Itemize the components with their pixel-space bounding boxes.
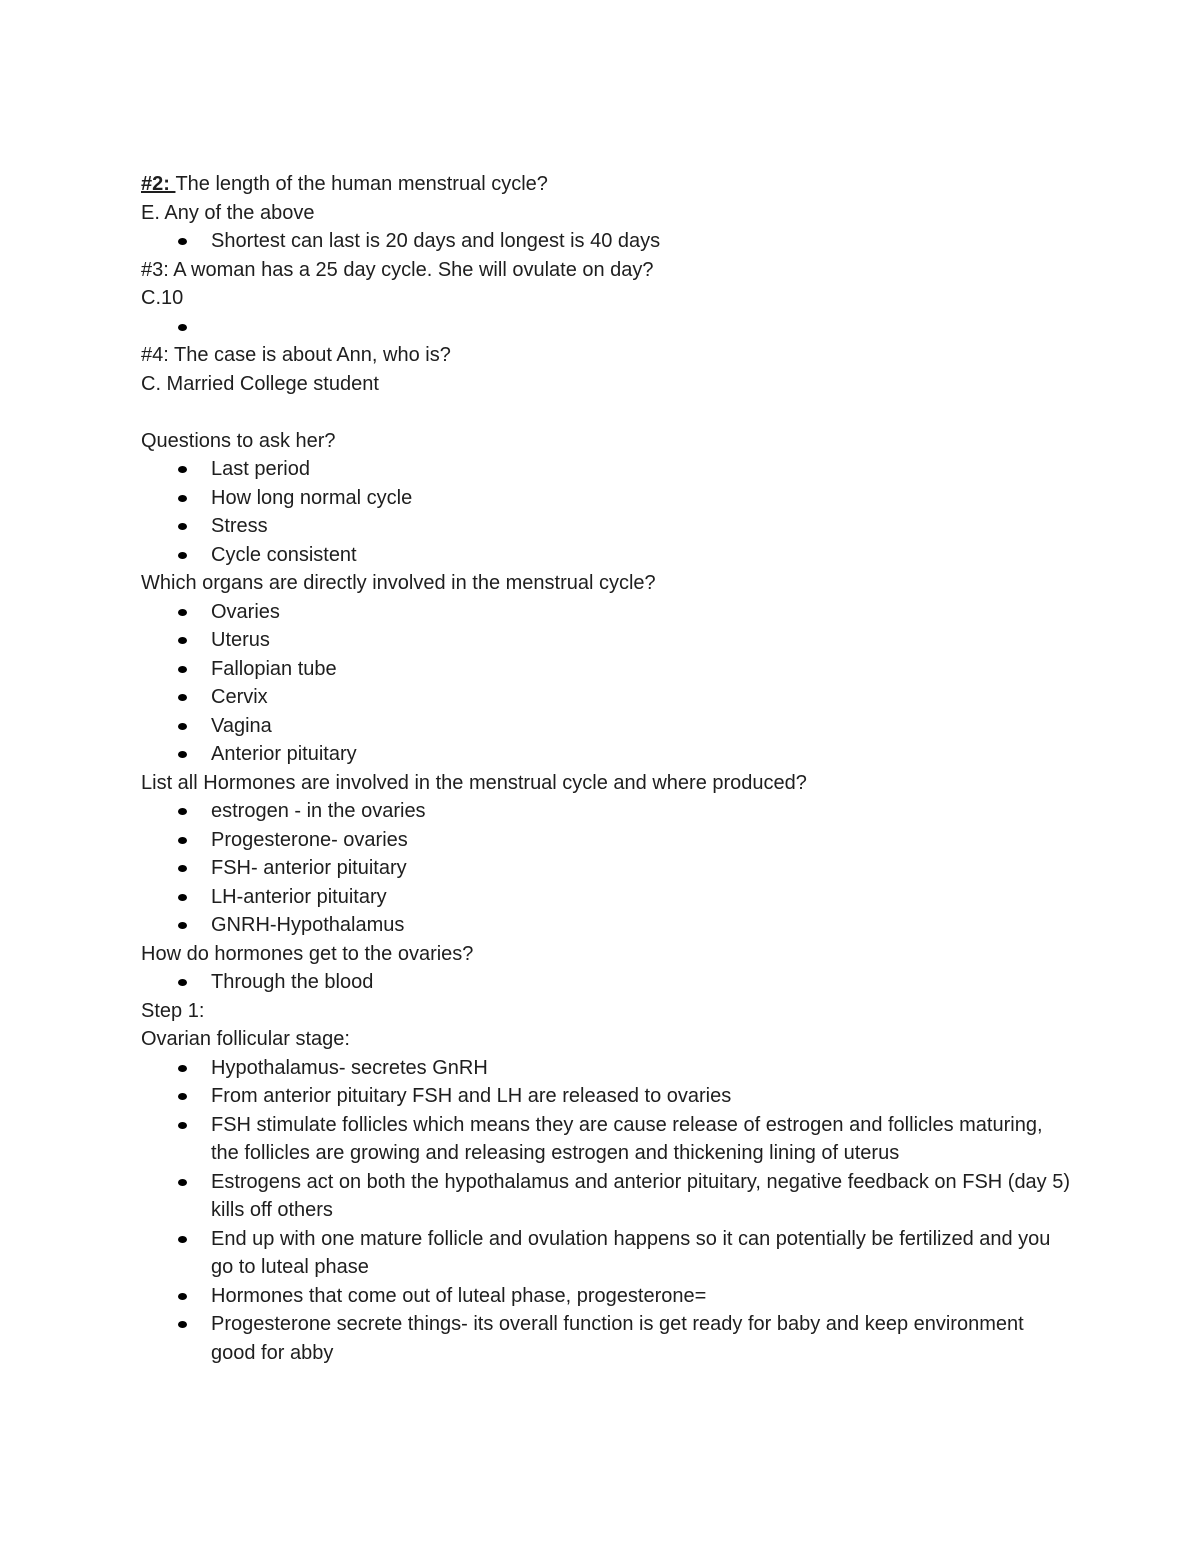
bullet-icon <box>178 523 187 530</box>
list-item: How long normal cycle <box>211 484 1071 513</box>
bullet-icon <box>178 1065 187 1072</box>
step-1-list <box>141 1054 1071 1368</box>
list-item: Shortest can last is 20 days and longest is 40 days <box>211 227 1071 256</box>
bullet-icon <box>178 637 187 644</box>
blank-line <box>141 398 1071 427</box>
answer-3: C.10 <box>141 287 184 309</box>
list-item: Cycle consistent <box>211 541 1071 570</box>
list-item: FSH- anterior pituitary <box>211 854 1071 883</box>
list-item: estrogen - in the ovaries <box>211 797 1071 826</box>
bullet-icon <box>178 1236 187 1243</box>
bullet-icon <box>178 894 187 901</box>
answer-3-notes <box>141 313 1071 342</box>
list-item: End up with one mature follicle and ovulation happens so it can potentially be fertilized and you go to luteal phase <box>211 1225 1071 1282</box>
question-2 <box>141 170 1071 199</box>
question-3: #3: A woman has a 25 day cycle. She will ovulate on day? <box>141 258 654 281</box>
list-item: Last period <box>211 455 1071 484</box>
bullet-icon <box>178 694 187 701</box>
list-item: FSH stimulate follicles which means they are cause release of estrogen and follicles maturing, the follicles are growing and releasing estrogen and thickening lining of uterus <box>211 1111 1071 1168</box>
hormones-heading: List all Hormones are involved in the menstrual cycle and where produced? <box>141 771 807 794</box>
list-item: Uterus <box>211 626 1071 655</box>
bullet-icon <box>178 552 187 559</box>
list-item: GNRH-Hypothalamus <box>211 911 1071 940</box>
bullet-icon <box>178 751 187 758</box>
question-2-text: The length of the human menstrual cycle? <box>175 173 548 195</box>
bullet-icon <box>178 979 187 986</box>
questions-to-ask-list <box>141 455 1071 569</box>
bullet-icon <box>178 1122 187 1129</box>
step-1-heading: Step 1: <box>141 999 205 1022</box>
bullet-icon <box>178 466 187 473</box>
question-4: #4: The case is about Ann, who is? <box>141 344 451 366</box>
answer-2-notes <box>141 227 1071 256</box>
organs-heading: Which organs are directly involved in the menstrual cycle? <box>141 572 656 594</box>
list-item: Anterior pituitary <box>211 740 1071 769</box>
bullet-icon <box>178 1321 187 1328</box>
bullet-icon <box>178 723 187 730</box>
list-item: Estrogens act on both the hypothalamus and anterior pituitary, negative feedback on FSH (day 5) kills off others <box>211 1168 1071 1225</box>
bullet-icon <box>178 495 187 502</box>
list-item: Ovaries <box>211 598 1071 627</box>
bullet-icon <box>178 238 187 245</box>
list-item: Hormones that come out of luteal phase, progesterone= <box>211 1282 1071 1311</box>
list-item: From anterior pituitary FSH and LH are released to ovaries <box>211 1082 1071 1111</box>
transport-heading: How do hormones get to the ovaries? <box>141 942 474 965</box>
list-item: Progesterone secrete things- its overall function is get ready for baby and keep environment good for abby <box>211 1310 1071 1367</box>
bullet-icon <box>178 324 187 331</box>
answer-2: E. Any of the above <box>141 201 315 224</box>
list-item: Stress <box>211 512 1071 541</box>
list-item: Through the blood <box>211 968 1071 997</box>
bullet-icon <box>178 666 187 673</box>
list-item: Fallopian tube <box>211 655 1071 684</box>
hormones-list <box>141 797 1071 940</box>
bullet-icon <box>178 837 187 844</box>
answer-4: C. Married College student <box>141 372 379 395</box>
bullet-icon <box>178 808 187 815</box>
list-item-empty <box>211 313 1071 342</box>
questions-to-ask-heading: Questions to ask her? <box>141 429 336 452</box>
list-item: LH-anterior pituitary <box>211 883 1071 912</box>
question-2-number: #2: <box>141 173 176 195</box>
organs-list <box>141 598 1071 769</box>
list-item: Hypothalamus- secretes GnRH <box>211 1054 1071 1083</box>
document-body <box>141 170 1071 1367</box>
bullet-icon <box>178 1093 187 1100</box>
transport-list <box>141 968 1071 997</box>
list-item: Vagina <box>211 712 1071 741</box>
list-item: Progesterone- ovaries <box>211 826 1071 855</box>
bullet-icon <box>178 865 187 872</box>
bullet-icon <box>178 1293 187 1300</box>
list-item: Cervix <box>211 683 1071 712</box>
bullet-icon <box>178 609 187 616</box>
bullet-icon <box>178 1179 187 1186</box>
step-1-subheading: Ovarian follicular stage: <box>141 1028 350 1050</box>
bullet-icon <box>178 922 187 929</box>
